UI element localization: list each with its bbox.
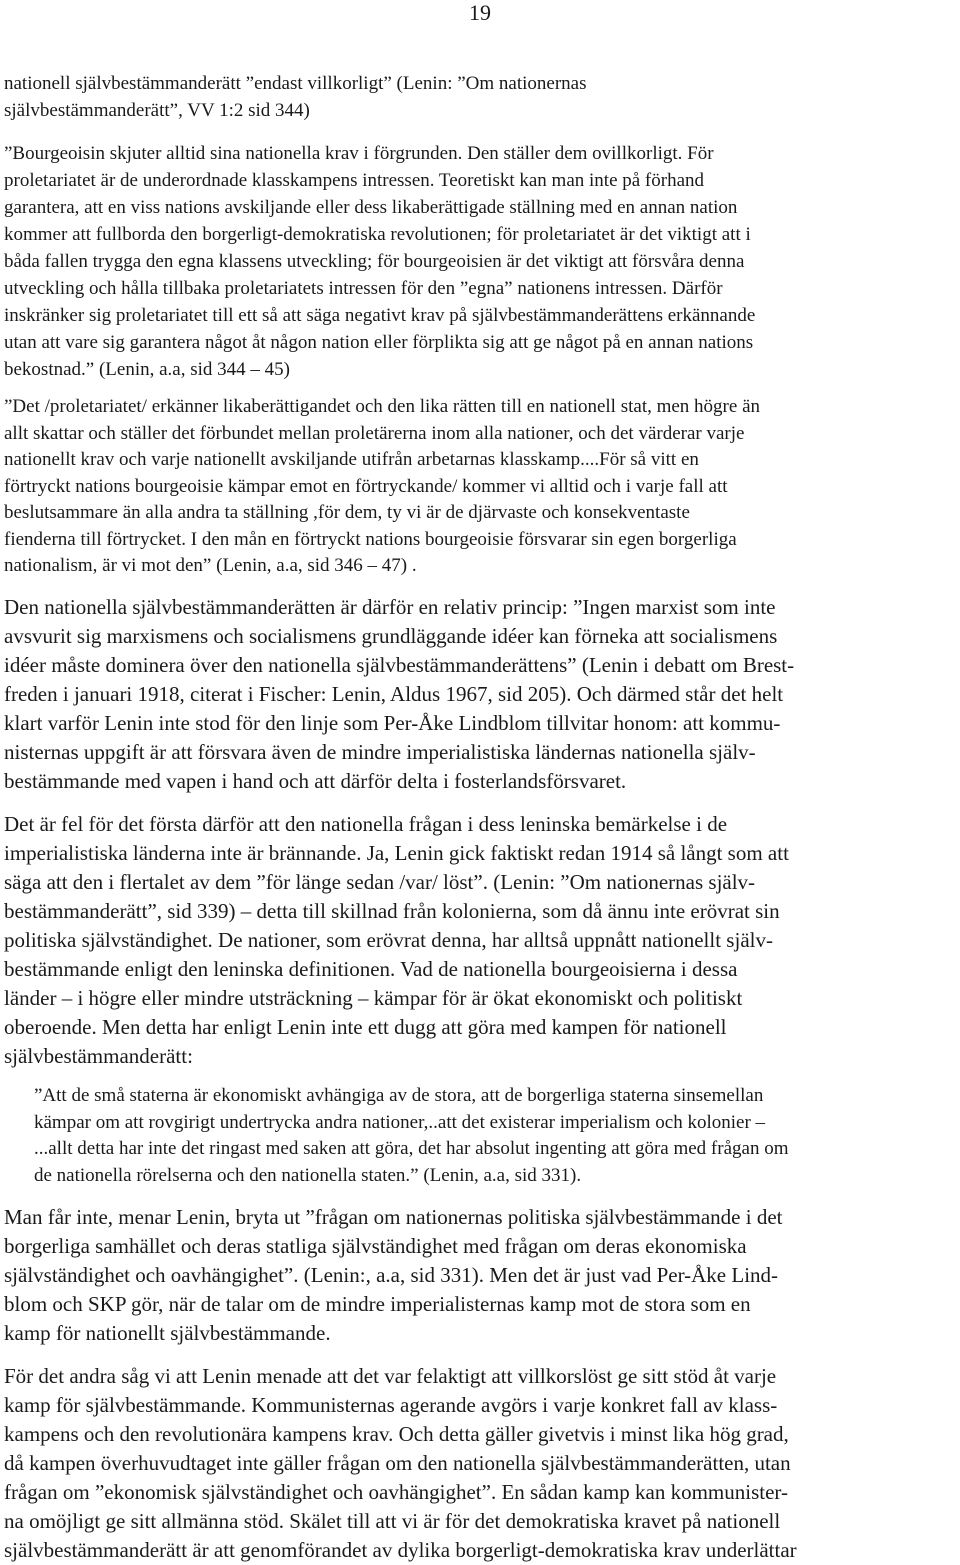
paragraph-relative-principle — [4, 593, 794, 796]
text-line: nationellt krav och varje nationellt avskiljande utifrån arbetarnas klasskamp....För så vitt en — [4, 449, 699, 470]
text-line: allt skattar och ställer det förbundet mellan proletärerna inom alla nationer, och det värderar varje — [4, 422, 745, 444]
block-quote-bourgeoisie — [4, 140, 755, 383]
text-line: oberoende. Men detta har enligt Lenin inte ett dugg att göra med kampen för nationell — [4, 1015, 727, 1039]
text-line: frågan om ”ekonomisk självständighet och oavhängighet”. En sådan kamp kan kommunister- — [4, 1480, 788, 1504]
text-line: självständighet och oavhängighet”. (Lenin:, a.a, sid 331). Men det är just vad Per-Åke Lind- — [4, 1263, 779, 1287]
quote-continuation — [4, 70, 587, 124]
text-line: kamp för nationellt självbestämmande. — [4, 1321, 331, 1345]
block-quote-proletariat — [4, 394, 760, 580]
block-quote-small-states — [34, 1083, 788, 1189]
text-line: förtryckt nations bourgeoisie kämpar emot en förtryckande/ kommer vi alltid och i varje fall att — [4, 475, 728, 497]
text-line: då kampen överhuvudtaget inte gäller frågan om den nationella självbestämmanderätten, utan — [4, 1451, 791, 1475]
text-line: För det andra såg vi att Lenin menade att det var felaktigt att villkorslöst ge sitt stöd åt varje — [4, 1364, 777, 1388]
text-line: säga att den i flertalet av dem ”för länge sedan /var/ löst”. (Lenin: ”Om nationernas själv- — [4, 870, 756, 894]
text-line: utan att vare sig garantera något åt någon nation eller förplikta sig att ge något på en annan nations — [4, 332, 754, 353]
text-line: kampens och den revolutionära kampens krav. Och detta gäller givetvis i minst lika hög grad, — [4, 1422, 789, 1446]
page-number: 19 — [469, 0, 491, 25]
text-line: bestämmanderätt”, sid 339) – detta till skillnad från kolonierna, som då ännu inte erövrat sin — [4, 899, 780, 923]
text-line: självbestämmanderätt: — [4, 1044, 193, 1068]
text-line: borgerliga samhället och deras statliga självständighet med frågan om deras ekonomiska — [4, 1234, 747, 1258]
text-line: freden i januari 1918, citerat i Fischer: Lenin, Aldus 1967, sid 205). Och därmed står det helt — [4, 682, 784, 706]
text-line: klart varför Lenin inte stod för den linje som Per-Åke Lindblom tillvitar honom: att kommu- — [4, 711, 781, 735]
text-line: Man får inte, menar Lenin, bryta ut ”frågan om nationernas politiska självbestämmande i det — [4, 1205, 783, 1229]
text-line: nationell självbestämmanderätt ”endast villkorligt” (Lenin: ”Om nationernas — [4, 73, 587, 94]
text-line: båda fallen trygga den egna klassens utveckling; för bourgeoisien är det viktigt att försvåra denna — [4, 251, 745, 272]
text-line: ”Det /proletariatet/ erkänner likaberättigandet och den lika rätten till en nationell stat, men högre än — [4, 396, 761, 417]
text-line: avsvurit sig marxismens och socialismens grundläggande idéer kan förneka att socialismens — [4, 624, 778, 648]
paragraph-second-reason — [4, 1362, 797, 1565]
text-line: ”Bourgeoisin skjuter alltid sina nationella krav i förgrunden. Den ställer dem ovillkorligt. För — [4, 143, 714, 164]
text-line: bestämmande med vapen i hand och att därför delta i fosterlandsförsvaret. — [4, 769, 627, 793]
text-line: nisternas uppgift är att försvara även de mindre imperialistiska ländernas nationella själv- — [4, 740, 756, 764]
text-line: beslutsammare än alla andra ta ställning ,för dem, ty vi är de djärvaste och konsekventaste — [4, 502, 690, 523]
text-line: ”Att de små staterna är ekonomiskt avhängiga av de stora, att de borgerliga staterna sinsemellan — [34, 1085, 764, 1106]
paragraph-economic-independence — [4, 1203, 783, 1348]
text-line: blom och SKP gör, när de talar om de mindre imperialisternas kamp mot de stora som en — [4, 1292, 751, 1316]
text-line: bekostnad.” (Lenin, a.a, sid 344 – 45) — [4, 359, 290, 380]
text-line: bestämmande enligt den leninska definitionen. Vad de nationella bourgeoisierna i dessa — [4, 957, 738, 981]
text-line: na omöjligt ge sitt allmänna stöd. Skälet till att vi är för det demokratiska kravet på nationell — [4, 1509, 781, 1533]
text-line: Det är fel för det första därför att den nationella frågan i dess leninska bemärkelse i de — [4, 812, 728, 836]
text-line: proletariatet är de underordnade klasskampens intressen. Teoretiskt kan man inte på förhand — [4, 170, 705, 191]
text-line: idéer måste dominera över den nationella självbestämmanderättens” (Lenin i debatt om Brest- — [4, 653, 795, 677]
text-line: Den nationella självbestämmanderätten är därför en relativ princip: ”Ingen marxist som inte — [4, 595, 776, 619]
text-line: utveckling och hålla tillbaka proletariatets intressen för den ”egna” nationens intressen. Därför — [4, 278, 723, 299]
text-line: självbestämmanderätt är att genomförandet av dylika borgerligt-demokratiska krav underlättar — [4, 1538, 797, 1562]
text-line: imperialistiska länderna inte är brännande. Ja, Lenin gick faktiskt redan 1914 så långt som att — [4, 841, 789, 865]
text-line: inskränker sig proletariatet till ett så att säga negativt krav på självbestämmanderättens erkännande — [4, 305, 756, 326]
text-line: självbestämmanderätt”, VV 1:2 sid 344) — [4, 100, 310, 121]
text-line: kämpar om att rovgirigt undertrycka andra nationer,..att det existerar imperialism och kolonier – — [34, 1111, 766, 1133]
paragraph-first-reason — [4, 810, 789, 1071]
text-line: de nationella rörelserna och den nationella staten.” (Lenin, a.a, sid 331). — [34, 1164, 582, 1186]
text-line: länder – i högre eller mindre utsträckning – kämpar för är ökat ekonomiskt och politiskt — [4, 986, 743, 1010]
text-line: fienderna till förtrycket. I den mån en förtryckt nations bourgeoisie försvarar sin egen borgerliga — [4, 528, 737, 550]
text-line: politiska självständighet. De nationer, som erövrat denna, har alltså uppnått nationellt själv- — [4, 928, 773, 952]
text-line: nationalism, är vi mot den” (Lenin, a.a, sid 346 – 47) . — [4, 555, 417, 576]
text-line: garantera, att en viss nations avskiljande eller dess likaberättigade ställning med en annan nation — [4, 197, 738, 218]
text-line: ...allt detta har inte det ringast med saken att göra, det har absolut ingenting att göra med frågan om — [34, 1138, 789, 1159]
text-line: kommer att fullborda den borgerligt-demokratiska revolutionen; för proletariatet är det viktigt att i — [4, 224, 751, 245]
text-line: kamp för självbestämmande. Kommunisternas agerande avgörs i varje konkret fall av klass- — [4, 1393, 778, 1417]
